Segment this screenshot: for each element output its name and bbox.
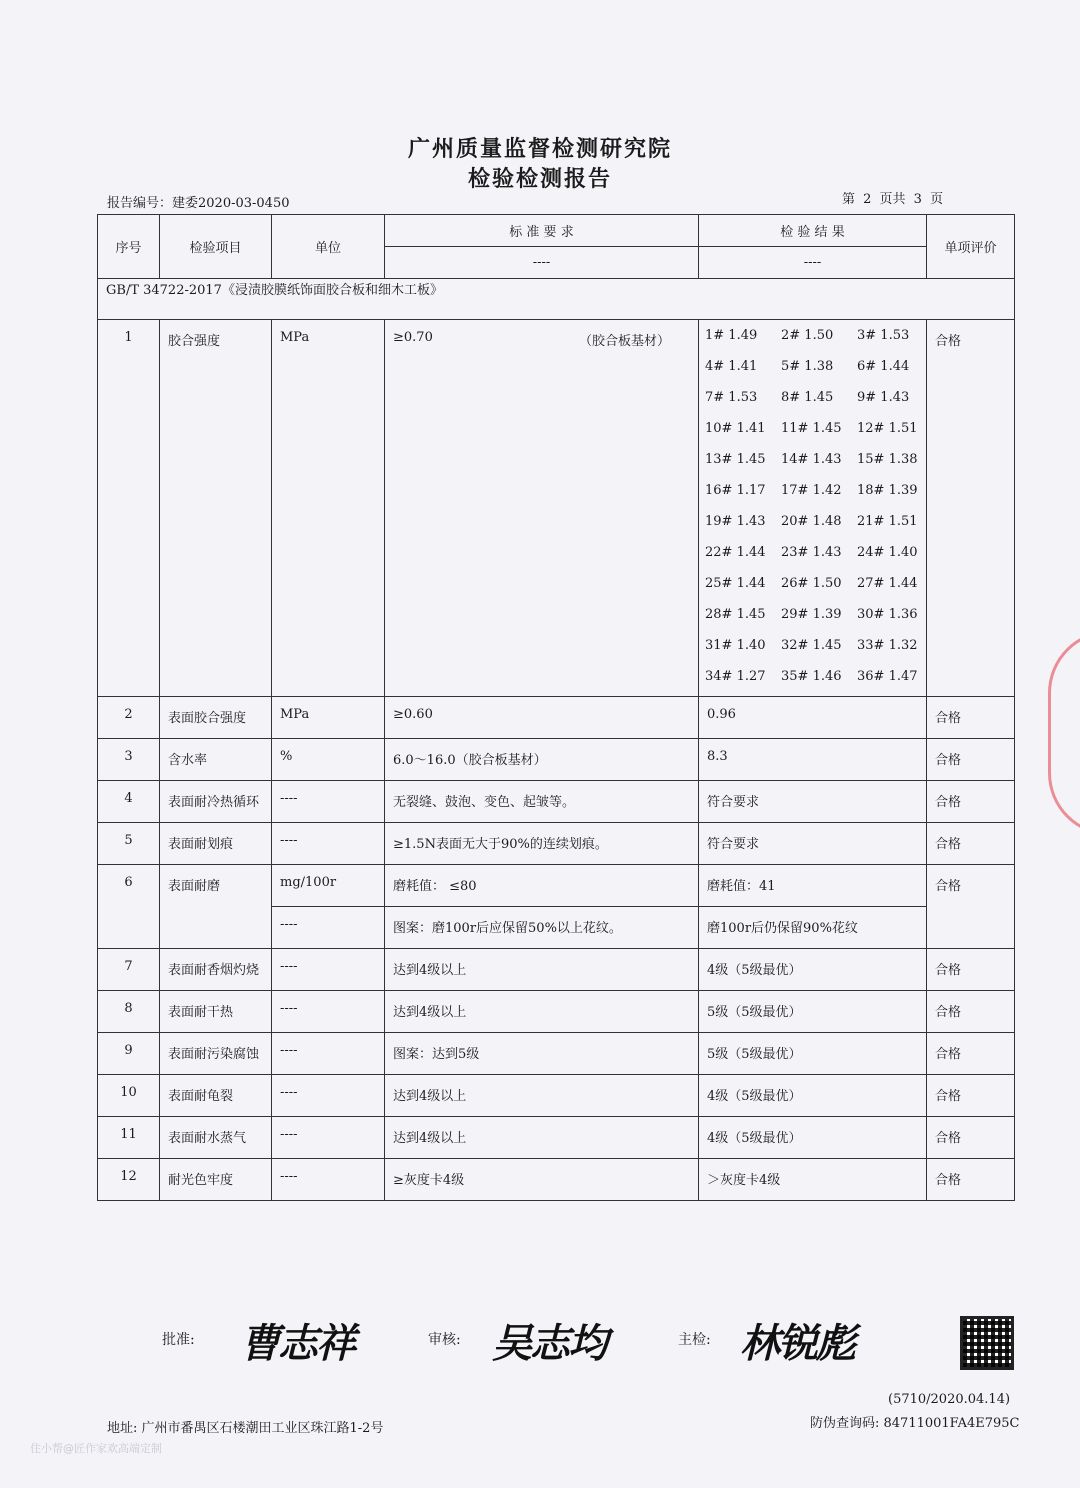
row-eval: 合格	[927, 781, 1015, 823]
row-requirement: ≥灰度卡4级	[385, 1159, 699, 1201]
row-requirement: 无裂缝、鼓泡、变色、起皱等。	[385, 781, 699, 823]
row-seq: 4	[98, 781, 160, 823]
row-seq: 2	[98, 697, 160, 739]
header-requirement: 标 准 要 求	[385, 215, 699, 247]
row-eval: 合格	[927, 739, 1015, 781]
results-grid	[699, 324, 926, 696]
row-result: 4级（5级最优）	[699, 949, 927, 991]
row-unit: ----	[272, 991, 385, 1033]
address: 地址: 广州市番禺区石楼潮田工业区珠江路1-2号	[107, 1421, 384, 1436]
approve-label: 批准:	[162, 1332, 195, 1348]
row-result: 8.3	[699, 739, 927, 781]
watermark: 住小帮@匠作家欢高端定制	[30, 1442, 162, 1455]
result-cell: 36# 1.47	[857, 669, 918, 684]
row-unit: ----	[272, 1075, 385, 1117]
row-unit: ----	[272, 1033, 385, 1075]
row1-item: 胶合强度	[160, 320, 272, 697]
inspection-table	[97, 214, 1015, 1201]
result-cell: 9# 1.43	[857, 390, 910, 405]
row-item: 表面耐污染腐蚀	[160, 1033, 272, 1075]
row-unit: ----	[272, 949, 385, 991]
row-result: 符合要求	[699, 823, 927, 865]
result-cell: 15# 1.38	[857, 452, 918, 467]
result-cell: 17# 1.42	[781, 483, 842, 498]
table-row	[98, 1117, 1015, 1159]
result-cell: 5# 1.38	[781, 359, 834, 374]
result-cell: 14# 1.43	[781, 452, 842, 467]
result-cell: 33# 1.32	[857, 638, 918, 653]
row-unit: ----	[272, 1159, 385, 1201]
red-seal-stamp	[1048, 630, 1080, 836]
result-cell: 22# 1.44	[705, 545, 766, 560]
row-requirement: ≥1.5N表面无大于90%的连续划痕。	[385, 823, 699, 865]
table-row	[98, 1075, 1015, 1117]
row-eval: 合格	[927, 823, 1015, 865]
row-result: 5级（5级最优）	[699, 1033, 927, 1075]
review-label: 审核:	[428, 1332, 461, 1348]
header-unit: 单位	[272, 215, 385, 279]
table-row	[98, 697, 1015, 739]
row6-result-a: 磨耗值：41	[699, 865, 927, 907]
row-unit: ----	[272, 823, 385, 865]
report-title: 检验检测报告	[467, 166, 612, 192]
table-row	[98, 781, 1015, 823]
result-cell: 8# 1.45	[781, 390, 834, 405]
row6-req-a: 磨耗值： ≤80	[385, 865, 699, 907]
result-cell: 13# 1.45	[705, 452, 766, 467]
result-cell: 11# 1.45	[781, 421, 842, 436]
row-item: 表面耐香烟灼烧	[160, 949, 272, 991]
institute-name: 广州质量监督检测研究院	[407, 136, 672, 162]
table-row	[98, 823, 1015, 865]
row1-results	[699, 320, 927, 697]
row-result: 5级（5级最优）	[699, 991, 927, 1033]
header-item: 检验项目	[160, 215, 272, 279]
result-cell: 32# 1.45	[781, 638, 842, 653]
row1-requirement	[385, 320, 699, 697]
row-seq: 10	[98, 1075, 160, 1117]
result-cell: 34# 1.27	[705, 669, 766, 684]
result-cell: 21# 1.51	[857, 514, 918, 529]
row-requirement: 达到4级以上	[385, 991, 699, 1033]
table-row	[98, 949, 1015, 991]
row6-unit-a: mg/100r	[272, 865, 385, 907]
row6-seq: 6	[98, 865, 160, 949]
row-unit: ----	[272, 1117, 385, 1159]
inspect-label: 主检:	[678, 1332, 711, 1348]
result-cell: 18# 1.39	[857, 483, 918, 498]
result-cell: 16# 1.17	[705, 483, 766, 498]
result-cell: 26# 1.50	[781, 576, 842, 591]
row-item: 表面耐划痕	[160, 823, 272, 865]
row-item: 表面耐水蒸气	[160, 1117, 272, 1159]
result-cell: 24# 1.40	[857, 545, 918, 560]
result-cell: 31# 1.40	[705, 638, 766, 653]
row-requirement: 达到4级以上	[385, 1075, 699, 1117]
result-cell: 28# 1.45	[705, 607, 766, 622]
row-item: 表面耐干热	[160, 991, 272, 1033]
row-eval: 合格	[927, 949, 1015, 991]
result-cell: 12# 1.51	[857, 421, 918, 436]
row-result: 4级（5级最优）	[699, 1075, 927, 1117]
result-cell: 23# 1.43	[781, 545, 842, 560]
result-cell: 29# 1.39	[781, 607, 842, 622]
row-requirement: 达到4级以上	[385, 1117, 699, 1159]
row-requirement: 图案：达到5级	[385, 1033, 699, 1075]
row1-unit: MPa	[272, 320, 385, 697]
result-cell: 19# 1.43	[705, 514, 766, 529]
page-info: 第 2 页共 3 页	[842, 192, 944, 207]
row6-eval: 合格	[927, 865, 1015, 949]
row-item: 表面耐龟裂	[160, 1075, 272, 1117]
row-seq: 9	[98, 1033, 160, 1075]
row-eval: 合格	[927, 697, 1015, 739]
qr-code-icon	[960, 1316, 1014, 1370]
row-seq: 11	[98, 1117, 160, 1159]
report-code: (5710/2020.04.14)	[888, 1392, 1011, 1407]
header-seq: 序号	[98, 215, 160, 279]
inspect-signature: 林锐彪	[740, 1320, 854, 1367]
row6-req-b: 图案：磨100r后应保留50%以上花纹。	[385, 907, 699, 949]
report-number: 报告编号：建委2020-03-0450	[107, 196, 290, 211]
result-cell: 7# 1.53	[705, 390, 758, 405]
row-item: 耐光色牢度	[160, 1159, 272, 1201]
header-evaluation: 单项评价	[927, 215, 1015, 279]
row-seq: 8	[98, 991, 160, 1033]
result-cell: 2# 1.50	[781, 328, 834, 343]
result-cell: 1# 1.49	[705, 328, 758, 343]
header-result-dash: ----	[699, 247, 927, 279]
row-seq: 3	[98, 739, 160, 781]
header-requirement-dash: ----	[385, 247, 699, 279]
standard-title: GB/T 34722-2017《浸渍胶膜纸饰面胶合板和细木工板》	[98, 279, 1015, 320]
row-seq: 12	[98, 1159, 160, 1201]
row1-seq: 1	[98, 320, 160, 697]
row1-eval: 合格	[927, 320, 1015, 697]
review-signature: 吴志均	[492, 1320, 606, 1367]
row1-req-note: （胶合板基材）	[578, 334, 670, 349]
row-item: 表面胶合强度	[160, 697, 272, 739]
result-cell: 20# 1.48	[781, 514, 842, 529]
approve-signature: 曹志祥	[240, 1320, 354, 1367]
row-requirement: 6.0～16.0（胶合板基材）	[385, 739, 699, 781]
result-cell: 6# 1.44	[857, 359, 910, 374]
row-seq: 5	[98, 823, 160, 865]
row-result: 符合要求	[699, 781, 927, 823]
row6-item: 表面耐磨	[160, 865, 272, 949]
row6-unit-b: ----	[272, 907, 385, 949]
result-cell: 25# 1.44	[705, 576, 766, 591]
row-unit: MPa	[272, 697, 385, 739]
row-eval: 合格	[927, 1159, 1015, 1201]
result-cell: 4# 1.41	[705, 359, 758, 374]
row1-req-value: ≥0.70	[393, 330, 433, 345]
row-result: 4级（5级最优）	[699, 1117, 927, 1159]
row-unit: ----	[272, 781, 385, 823]
row-seq: 7	[98, 949, 160, 991]
row-item: 表面耐冷热循环	[160, 781, 272, 823]
result-cell: 30# 1.36	[857, 607, 918, 622]
result-cell: 35# 1.46	[781, 669, 842, 684]
result-cell: 3# 1.53	[857, 328, 910, 343]
row-item: 含水率	[160, 739, 272, 781]
row-requirement: 达到4级以上	[385, 949, 699, 991]
row6-result-b: 磨100r后仍保留90%花纹	[699, 907, 927, 949]
table-row	[98, 1159, 1015, 1201]
table-row	[98, 1033, 1015, 1075]
row-eval: 合格	[927, 991, 1015, 1033]
anti-fake-code: 防伪查询码: 84711001FA4E795C	[810, 1416, 1020, 1431]
row-requirement: ≥0.60	[385, 697, 699, 739]
result-cell: 10# 1.41	[705, 421, 766, 436]
row-eval: 合格	[927, 1075, 1015, 1117]
table-row	[98, 739, 1015, 781]
row-eval: 合格	[927, 1117, 1015, 1159]
header-result: 检 验 结 果	[699, 215, 927, 247]
row-result: ＞灰度卡4级	[699, 1159, 927, 1201]
result-cell: 27# 1.44	[857, 576, 918, 591]
row-unit: %	[272, 739, 385, 781]
table-row	[98, 991, 1015, 1033]
row-eval: 合格	[927, 1033, 1015, 1075]
row-result: 0.96	[699, 697, 927, 739]
